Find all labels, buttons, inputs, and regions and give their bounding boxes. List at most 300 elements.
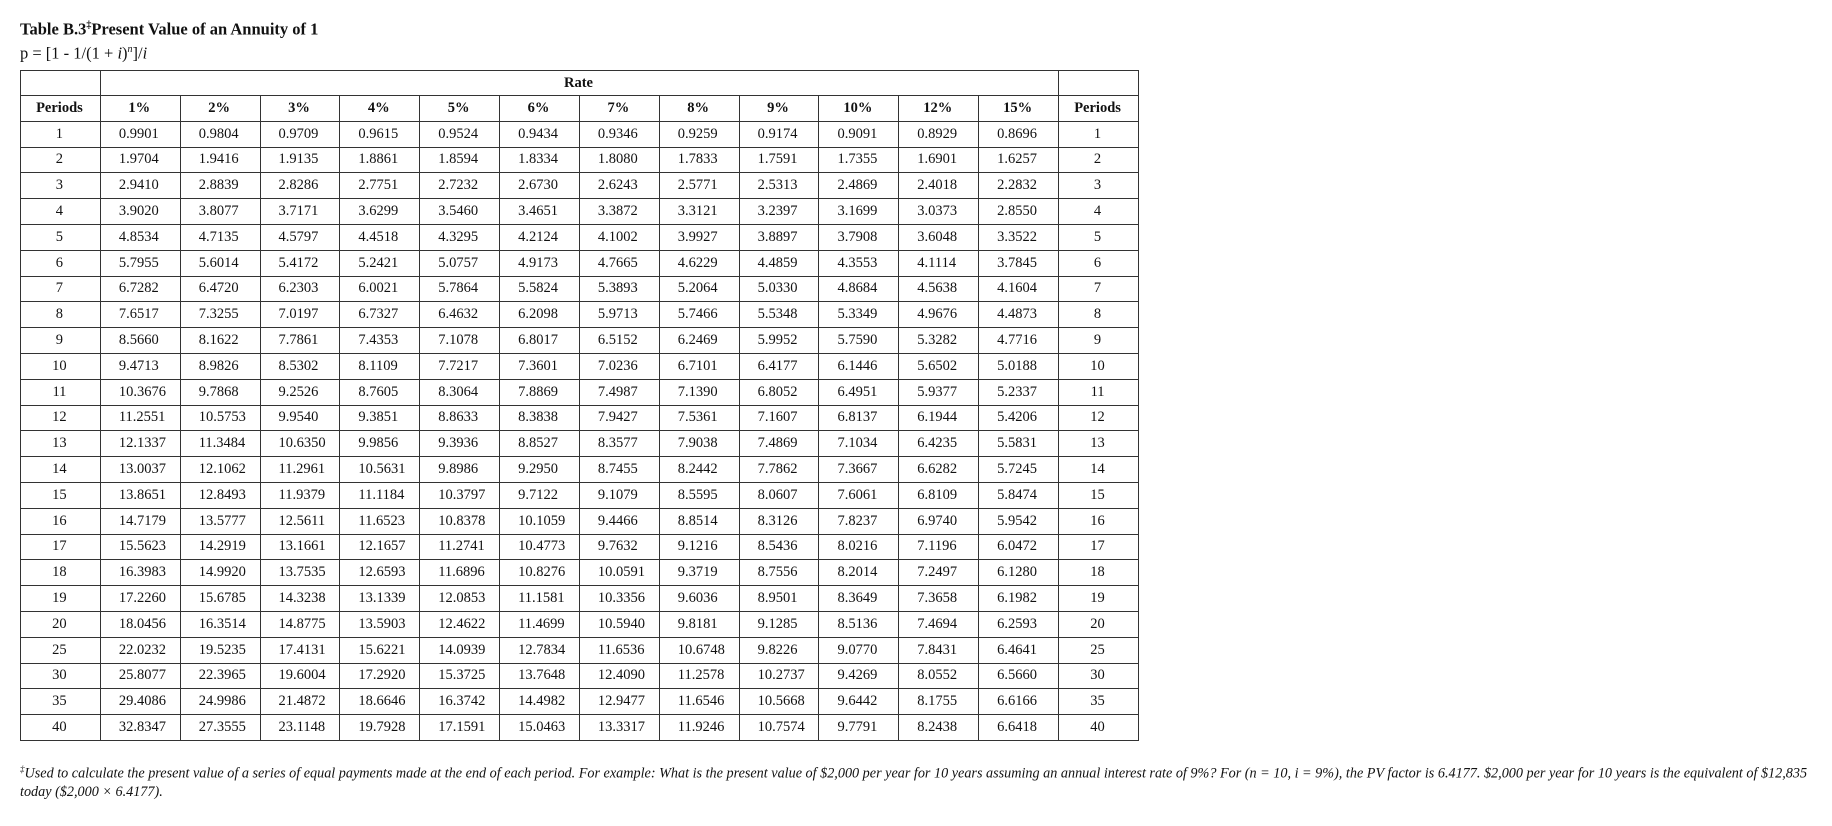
pv-factor-cell: 1.8334 [500,147,580,173]
pv-factor-cell: 6.8137 [819,405,899,431]
pv-factor-cell: 7.8237 [819,508,899,534]
rate-column-header: 10% [819,96,899,122]
pv-factor-cell: 4.4518 [340,224,420,250]
pv-factor-cell: 3.0373 [899,199,979,225]
pv-factor-cell: 5.2064 [659,276,739,302]
pv-factor-cell: 4.6229 [659,250,739,276]
pv-factor-cell: 2.7751 [340,173,420,199]
pv-factor-cell: 9.4269 [819,663,899,689]
pv-factor-cell: 8.8633 [420,405,500,431]
pv-factor-cell: 4.1002 [579,224,659,250]
pv-factor-cell: 0.9709 [260,121,340,147]
pv-factor-cell: 14.3238 [260,586,340,612]
period-cell-left: 10 [21,353,101,379]
pv-factor-cell: 4.5638 [899,276,979,302]
pv-factor-cell: 25.8077 [100,663,180,689]
annuity-table-container [20,70,1139,741]
rate-column-header: 3% [260,96,340,122]
pv-factor-cell: 9.8226 [739,637,819,663]
table-row [21,121,1139,147]
pv-factor-cell: 11.2578 [659,663,739,689]
rate-group-header: Rate [100,71,1058,96]
pv-factor-cell: 4.1604 [979,276,1059,302]
pv-factor-cell: 3.9020 [100,199,180,225]
table-row [21,637,1139,663]
pv-factor-cell: 8.3649 [819,586,899,612]
pv-factor-cell: 5.5824 [500,276,580,302]
pv-factor-cell: 10.3676 [100,379,180,405]
pv-factor-cell: 17.2260 [100,586,180,612]
pv-factor-cell: 10.3356 [579,586,659,612]
pv-factor-cell: 0.9804 [180,121,260,147]
pv-factor-cell: 5.2421 [340,250,420,276]
pv-factor-cell: 4.1114 [899,250,979,276]
period-cell-right: 1 [1059,121,1139,147]
period-cell-right: 3 [1059,173,1139,199]
pv-factor-cell: 7.9427 [579,405,659,431]
pv-factor-cell: 5.5348 [739,302,819,328]
table-row [21,405,1139,431]
period-cell-right: 20 [1059,611,1139,637]
pv-factor-cell: 4.4873 [979,302,1059,328]
period-cell-right: 18 [1059,560,1139,586]
pv-factor-cell: 5.0757 [420,250,500,276]
pv-factor-cell: 9.7791 [819,715,899,741]
pv-factor-cell: 6.1982 [979,586,1059,612]
period-cell-right: 6 [1059,250,1139,276]
table-row [21,147,1139,173]
pv-factor-cell: 6.8109 [899,482,979,508]
pv-factor-cell: 12.4090 [579,663,659,689]
pv-factor-cell: 10.0591 [579,560,659,586]
pv-factor-cell: 7.3667 [819,457,899,483]
pv-factor-cell: 23.1148 [260,715,340,741]
rate-header-row [21,71,1139,96]
pv-factor-cell: 10.4773 [500,534,580,560]
pv-factor-cell: 11.6536 [579,637,659,663]
pv-factor-cell: 13.0037 [100,457,180,483]
period-cell-right: 17 [1059,534,1139,560]
present-value-annuity-table [20,70,1139,741]
pv-factor-cell: 12.9477 [579,689,659,715]
period-cell-right: 13 [1059,431,1139,457]
table-row [21,302,1139,328]
pv-factor-cell: 18.0456 [100,611,180,637]
pv-factor-cell: 7.1607 [739,405,819,431]
pv-factor-cell: 19.5235 [180,637,260,663]
pv-factor-cell: 7.3658 [899,586,979,612]
pv-factor-cell: 7.0236 [579,353,659,379]
pv-factor-cell: 21.4872 [260,689,340,715]
pv-factor-cell: 12.1337 [100,431,180,457]
rate-column-header: 1% [100,96,180,122]
pv-factor-cell: 4.8534 [100,224,180,250]
pv-factor-cell: 5.4206 [979,405,1059,431]
period-cell-right: 11 [1059,379,1139,405]
pv-factor-cell: 2.4018 [899,173,979,199]
pv-factor-cell: 7.8869 [500,379,580,405]
title-footnote-marker: ‡ [86,20,92,31]
pv-factor-cell: 0.8696 [979,121,1059,147]
pv-factor-cell: 5.7955 [100,250,180,276]
pv-factor-cell: 11.6523 [340,508,420,534]
pv-factor-cell: 2.2832 [979,173,1059,199]
table-row [21,431,1139,457]
period-cell-left: 35 [21,689,101,715]
pv-factor-cell: 2.9410 [100,173,180,199]
pv-factor-cell: 4.7716 [979,328,1059,354]
period-cell-left: 6 [21,250,101,276]
pv-factor-cell: 7.6517 [100,302,180,328]
table-title: Table B.3‡Present Value of an Annuity of 1 [20,19,319,39]
pv-factor-cell: 11.4699 [500,611,580,637]
header-blank-cell [1059,71,1139,96]
pv-factor-cell: 9.7868 [180,379,260,405]
period-cell-right: 14 [1059,457,1139,483]
header-blank-cell [21,71,101,96]
pv-factor-cell: 13.5903 [340,611,420,637]
pv-factor-cell: 12.7834 [500,637,580,663]
pv-factor-cell: 6.7327 [340,302,420,328]
pv-factor-cell: 14.7179 [100,508,180,534]
pv-factor-cell: 9.4466 [579,508,659,534]
pv-factor-cell: 5.7466 [659,302,739,328]
pv-factor-cell: 5.3282 [899,328,979,354]
pv-factor-cell: 0.8929 [899,121,979,147]
pv-factor-cell: 5.7864 [420,276,500,302]
pv-factor-cell: 6.8052 [739,379,819,405]
table-row [21,224,1139,250]
pv-factor-cell: 0.9434 [500,121,580,147]
pv-factor-cell: 8.5302 [260,353,340,379]
pv-factor-cell: 7.4987 [579,379,659,405]
pv-factor-cell: 5.5831 [979,431,1059,457]
pv-factor-cell: 6.8017 [500,328,580,354]
pv-factor-cell: 3.6299 [340,199,420,225]
pv-factor-cell: 5.9377 [899,379,979,405]
pv-factor-cell: 4.7665 [579,250,659,276]
pv-factor-cell: 9.8181 [659,611,739,637]
pv-factor-cell: 8.2438 [899,715,979,741]
pv-factor-cell: 3.3522 [979,224,1059,250]
pv-factor-cell: 12.8493 [180,482,260,508]
pv-factor-cell: 4.4859 [739,250,819,276]
pv-factor-cell: 9.2526 [260,379,340,405]
pv-factor-cell: 10.5753 [180,405,260,431]
pv-factor-cell: 19.6004 [260,663,340,689]
pv-factor-cell: 4.8684 [819,276,899,302]
period-cell-left: 3 [21,173,101,199]
pv-factor-cell: 6.2303 [260,276,340,302]
pv-factor-cell: 2.4869 [819,173,899,199]
pv-factor-cell: 3.4651 [500,199,580,225]
pv-factor-cell: 1.7833 [659,147,739,173]
pv-factor-cell: 9.4713 [100,353,180,379]
pv-factor-cell: 8.9501 [739,586,819,612]
pv-factor-cell: 6.2098 [500,302,580,328]
pv-factor-cell: 19.7928 [340,715,420,741]
pv-factor-cell: 6.6166 [979,689,1059,715]
pv-factor-cell: 9.0770 [819,637,899,663]
table-row [21,250,1139,276]
pv-factor-cell: 2.8839 [180,173,260,199]
pv-factor-cell: 7.7861 [260,328,340,354]
pv-factor-cell: 7.7217 [420,353,500,379]
pv-factor-cell: 9.2950 [500,457,580,483]
pv-factor-cell: 8.2442 [659,457,739,483]
pv-factor-cell: 6.4632 [420,302,500,328]
pv-factor-cell: 8.1109 [340,353,420,379]
pv-factor-cell: 8.7455 [579,457,659,483]
pv-factor-cell: 22.0232 [100,637,180,663]
pv-factor-cell: 11.1184 [340,482,420,508]
pv-factor-cell: 6.1446 [819,353,899,379]
pv-factor-cell: 3.3872 [579,199,659,225]
period-cell-right: 30 [1059,663,1139,689]
pv-factor-cell: 6.4951 [819,379,899,405]
pv-factor-cell: 8.5136 [819,611,899,637]
pv-factor-cell: 9.3851 [340,405,420,431]
pv-factor-cell: 9.9540 [260,405,340,431]
pv-factor-cell: 11.2551 [100,405,180,431]
pv-factor-cell: 6.0472 [979,534,1059,560]
pv-factor-cell: 14.0939 [420,637,500,663]
table-row [21,328,1139,354]
period-cell-right: 8 [1059,302,1139,328]
pv-factor-cell: 7.6061 [819,482,899,508]
pv-factor-cell: 6.7101 [659,353,739,379]
table-caption [20,16,318,63]
pv-factor-cell: 8.5436 [739,534,819,560]
pv-factor-cell: 5.0188 [979,353,1059,379]
pv-factor-cell: 16.3742 [420,689,500,715]
pv-factor-cell: 4.3553 [819,250,899,276]
pv-factor-cell: 8.1622 [180,328,260,354]
period-cell-left: 17 [21,534,101,560]
period-cell-right: 7 [1059,276,1139,302]
pv-factor-cell: 5.6502 [899,353,979,379]
period-cell-left: 15 [21,482,101,508]
pv-factor-cell: 4.9676 [899,302,979,328]
period-cell-right: 15 [1059,482,1139,508]
pv-factor-cell: 0.9524 [420,121,500,147]
pv-factor-cell: 10.8276 [500,560,580,586]
table-row [21,560,1139,586]
period-cell-left: 4 [21,199,101,225]
pv-factor-cell: 13.3317 [579,715,659,741]
period-cell-right: 5 [1059,224,1139,250]
pv-factor-cell: 2.8550 [979,199,1059,225]
pv-factor-cell: 10.2737 [739,663,819,689]
pv-factor-cell: 5.9713 [579,302,659,328]
pv-factor-cell: 10.1059 [500,508,580,534]
pv-factor-cell: 14.9920 [180,560,260,586]
table-row [21,508,1139,534]
pv-factor-cell: 7.4869 [739,431,819,457]
table-row [21,689,1139,715]
pv-factor-cell: 3.1699 [819,199,899,225]
period-cell-left: 12 [21,405,101,431]
period-cell-left: 19 [21,586,101,612]
pv-factor-cell: 12.0853 [420,586,500,612]
pv-factor-cell: 1.9416 [180,147,260,173]
pv-factor-cell: 1.8080 [579,147,659,173]
pv-factor-cell: 11.1581 [500,586,580,612]
rate-column-header: 7% [579,96,659,122]
pv-factor-cell: 4.7135 [180,224,260,250]
table-row [21,482,1139,508]
table-row [21,173,1139,199]
footnote-marker: ‡ [20,764,25,774]
pv-factor-cell: 24.9986 [180,689,260,715]
pv-factor-cell: 5.0330 [739,276,819,302]
table-row [21,611,1139,637]
period-cell-right: 16 [1059,508,1139,534]
pv-factor-cell: 5.3349 [819,302,899,328]
pv-factor-cell: 4.2124 [500,224,580,250]
annuity-formula: $p = [1 - 1/(1 + i)^n]/i$ [20,43,148,62]
pv-factor-cell: 12.1062 [180,457,260,483]
pv-factor-cell: 3.3121 [659,199,739,225]
pv-factor-cell: 3.9927 [659,224,739,250]
pv-factor-cell: 9.1216 [659,534,739,560]
pv-factor-cell: 2.8286 [260,173,340,199]
pv-factor-cell: 3.5460 [420,199,500,225]
period-cell-left: 7 [21,276,101,302]
table-footnote: ‡Used to calculate the present value of a series of equal payments made at the end of each period. For example: What is the present value of $2,000 per year for 10 years assuming an annual interest rate of 9%? For (n = 10, i = 9%), the PV factor is 6.4177. $2,000 per year for 10 years is the equivalent of $12,835 today ($2,000 × 6.4177). [20,764,1808,801]
column-header-row [21,96,1139,122]
pv-factor-cell: 15.5623 [100,534,180,560]
pv-factor-cell: 1.6257 [979,147,1059,173]
period-cell-right: 2 [1059,147,1139,173]
rate-column-header: 6% [500,96,580,122]
pv-factor-cell: 9.6442 [819,689,899,715]
pv-factor-cell: 17.1591 [420,715,500,741]
pv-factor-cell: 8.3838 [500,405,580,431]
pv-factor-cell: 6.9740 [899,508,979,534]
pv-factor-cell: 10.5631 [340,457,420,483]
pv-factor-cell: 14.2919 [180,534,260,560]
pv-factor-cell: 7.1390 [659,379,739,405]
pv-factor-cell: 7.4353 [340,328,420,354]
pv-factor-cell: 5.6014 [180,250,260,276]
period-cell-left: 5 [21,224,101,250]
period-cell-left: 14 [21,457,101,483]
period-cell-right: 10 [1059,353,1139,379]
period-cell-left: 20 [21,611,101,637]
pv-factor-cell: 8.0552 [899,663,979,689]
pv-factor-cell: 3.7908 [819,224,899,250]
pv-factor-cell: 15.3725 [420,663,500,689]
pv-factor-cell: 5.3893 [579,276,659,302]
pv-factor-cell: 0.9174 [739,121,819,147]
period-cell-right: 19 [1059,586,1139,612]
pv-factor-cell: 6.0021 [340,276,420,302]
period-cell-left: 8 [21,302,101,328]
pv-factor-cell: 3.2397 [739,199,819,225]
pv-factor-cell: 22.3965 [180,663,260,689]
pv-factor-cell: 13.7648 [500,663,580,689]
rate-column-header: 8% [659,96,739,122]
pv-factor-cell: 4.5797 [260,224,340,250]
pv-factor-cell: 7.1078 [420,328,500,354]
periods-header-left: Periods [21,96,101,122]
pv-factor-cell: 27.3555 [180,715,260,741]
period-cell-right: 12 [1059,405,1139,431]
period-cell-left: 11 [21,379,101,405]
pv-factor-cell: 17.2920 [340,663,420,689]
pv-factor-cell: 10.5668 [739,689,819,715]
pv-factor-cell: 8.3126 [739,508,819,534]
pv-factor-cell: 5.2337 [979,379,1059,405]
pv-factor-cell: 8.8514 [659,508,739,534]
pv-factor-cell: 12.1657 [340,534,420,560]
pv-factor-cell: 11.6896 [420,560,500,586]
pv-factor-cell: 7.3601 [500,353,580,379]
pv-factor-cell: 7.9038 [659,431,739,457]
pv-factor-cell: 7.5361 [659,405,739,431]
pv-factor-cell: 12.4622 [420,611,500,637]
pv-factor-cell: 9.7632 [579,534,659,560]
pv-factor-cell: 8.5660 [100,328,180,354]
pv-factor-cell: 6.4720 [180,276,260,302]
period-cell-left: 13 [21,431,101,457]
period-cell-right: 35 [1059,689,1139,715]
pv-factor-cell: 9.1285 [739,611,819,637]
pv-factor-cell: 8.5595 [659,482,739,508]
rate-column-header: 9% [739,96,819,122]
period-cell-left: 16 [21,508,101,534]
pv-factor-cell: 8.7556 [739,560,819,586]
period-cell-left: 9 [21,328,101,354]
pv-factor-cell: 8.9826 [180,353,260,379]
pv-factor-cell: 7.1196 [899,534,979,560]
pv-factor-cell: 11.3484 [180,431,260,457]
pv-factor-cell: 4.3295 [420,224,500,250]
pv-factor-cell: 7.0197 [260,302,340,328]
pv-factor-cell: 2.5313 [739,173,819,199]
pv-factor-cell: 10.8378 [420,508,500,534]
pv-factor-cell: 0.9259 [659,121,739,147]
pv-factor-cell: 11.6546 [659,689,739,715]
pv-factor-cell: 13.8651 [100,482,180,508]
pv-factor-cell: 7.3255 [180,302,260,328]
pv-factor-cell: 11.2741 [420,534,500,560]
table-row [21,534,1139,560]
pv-factor-cell: 1.7591 [739,147,819,173]
pv-factor-cell: 1.8594 [420,147,500,173]
pv-factor-cell: 18.6646 [340,689,420,715]
pv-factor-cell: 13.5777 [180,508,260,534]
pv-factor-cell: 9.6036 [659,586,739,612]
table-row [21,715,1139,741]
pv-factor-cell: 11.2961 [260,457,340,483]
pv-factor-cell: 10.6350 [260,431,340,457]
period-cell-left: 30 [21,663,101,689]
pv-factor-cell: 11.9246 [659,715,739,741]
pv-factor-cell: 10.5940 [579,611,659,637]
pv-factor-cell: 13.1339 [340,586,420,612]
table-row [21,379,1139,405]
pv-factor-cell: 3.6048 [899,224,979,250]
period-cell-left: 18 [21,560,101,586]
pv-factor-cell: 6.6282 [899,457,979,483]
pv-factor-cell: 15.6785 [180,586,260,612]
pv-factor-cell: 5.9952 [739,328,819,354]
pv-factor-cell: 6.4641 [979,637,1059,663]
pv-factor-cell: 2.7232 [420,173,500,199]
pv-factor-cell: 0.9615 [340,121,420,147]
